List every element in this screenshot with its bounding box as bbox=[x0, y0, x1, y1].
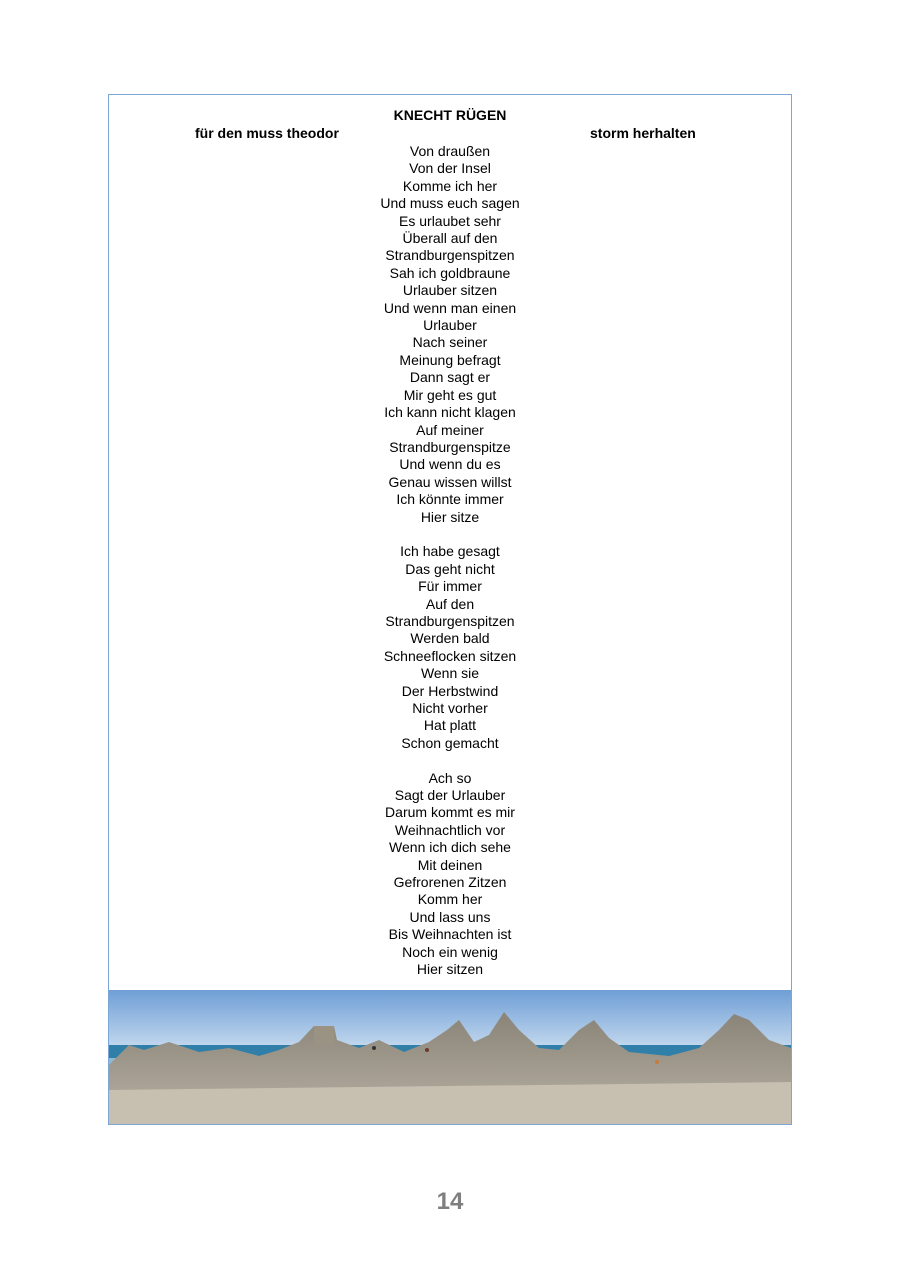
poem-line: Für immer bbox=[418, 578, 482, 595]
poem-line: Urlauber sitzen bbox=[402, 282, 498, 299]
poem-line: Weihnachtlich vor bbox=[394, 821, 506, 838]
poem-line: Strandburgenspitze bbox=[389, 438, 511, 455]
poem-line: Von der Insel bbox=[409, 160, 491, 177]
subtitle-left: für den muss theodor bbox=[195, 125, 339, 141]
poem-line: Und wenn man einen bbox=[383, 299, 517, 316]
poem-line: Komm her bbox=[417, 891, 483, 908]
poem-line: Komme ich her bbox=[402, 177, 498, 194]
subtitle-right: storm herhalten bbox=[590, 125, 696, 141]
poem-line: Und wenn du es bbox=[399, 456, 501, 473]
poem-line: Auf meiner bbox=[416, 421, 484, 438]
poem-line: Werden bald bbox=[410, 630, 490, 647]
poem-line: Nicht vorher bbox=[412, 699, 488, 716]
poem-line: Meinung befragt bbox=[399, 351, 501, 368]
poem-line: Sah ich goldbraune bbox=[389, 264, 511, 281]
poem-line: Das geht nicht bbox=[405, 560, 495, 577]
poem-line: Mir geht es gut bbox=[403, 386, 497, 403]
poem-line: Genau wissen willst bbox=[388, 473, 512, 490]
poem-line: Urlauber bbox=[423, 317, 477, 334]
poem-body bbox=[109, 143, 791, 978]
poem-line: Dann sagt er bbox=[409, 369, 491, 386]
poem-line: Wenn ich dich sehe bbox=[389, 839, 511, 856]
poem-line: Ich könnte immer bbox=[396, 491, 504, 508]
page-number: 14 bbox=[436, 1188, 464, 1215]
poem-line: Und lass uns bbox=[409, 908, 491, 925]
poem-line: Auf den bbox=[425, 595, 475, 612]
poem-line: Nach seiner bbox=[412, 334, 488, 351]
poem-frame bbox=[108, 94, 792, 1125]
poem-line: Überall auf den bbox=[402, 230, 498, 247]
poem-line: Gefrorenen Zitzen bbox=[393, 874, 507, 891]
poem-line: Hier sitzen bbox=[416, 961, 484, 978]
poem-line: Und muss euch sagen bbox=[380, 195, 520, 212]
stanza-1 bbox=[109, 143, 791, 526]
stanza-3 bbox=[109, 770, 791, 979]
poem-line: Bis Weihnachten ist bbox=[388, 926, 512, 943]
poem-line: Mit deinen bbox=[417, 856, 483, 873]
poem-title: KNECHT RÜGEN bbox=[393, 107, 507, 123]
poem-line: Strandburgenspitzen bbox=[385, 612, 515, 629]
poem-line: Hat platt bbox=[423, 717, 477, 734]
poem-line: Hier sitze bbox=[420, 508, 480, 525]
poem-line: Ich habe gesagt bbox=[400, 543, 500, 560]
poem-line: Schon gemacht bbox=[401, 734, 499, 751]
poem-line: Es urlaubet sehr bbox=[399, 212, 501, 229]
beach-sandcastle-photo bbox=[109, 990, 791, 1124]
poem-line: Wenn sie bbox=[420, 665, 480, 682]
poem-line: Schneeflocken sitzen bbox=[383, 647, 517, 664]
poem-line: Strandburgenspitzen bbox=[385, 247, 515, 264]
poem-line: Der Herbstwind bbox=[401, 682, 499, 699]
poem-line: Von draußen bbox=[409, 143, 491, 159]
poem-line: Ich kann nicht klagen bbox=[384, 404, 516, 421]
poem-line: Noch ein wenig bbox=[402, 943, 498, 960]
poem-line: Darum kommt es mir bbox=[385, 804, 515, 821]
poem-line: Ach so bbox=[428, 769, 472, 786]
poem-line: Sagt der Urlauber bbox=[394, 787, 506, 803]
stanza-2 bbox=[109, 543, 791, 752]
